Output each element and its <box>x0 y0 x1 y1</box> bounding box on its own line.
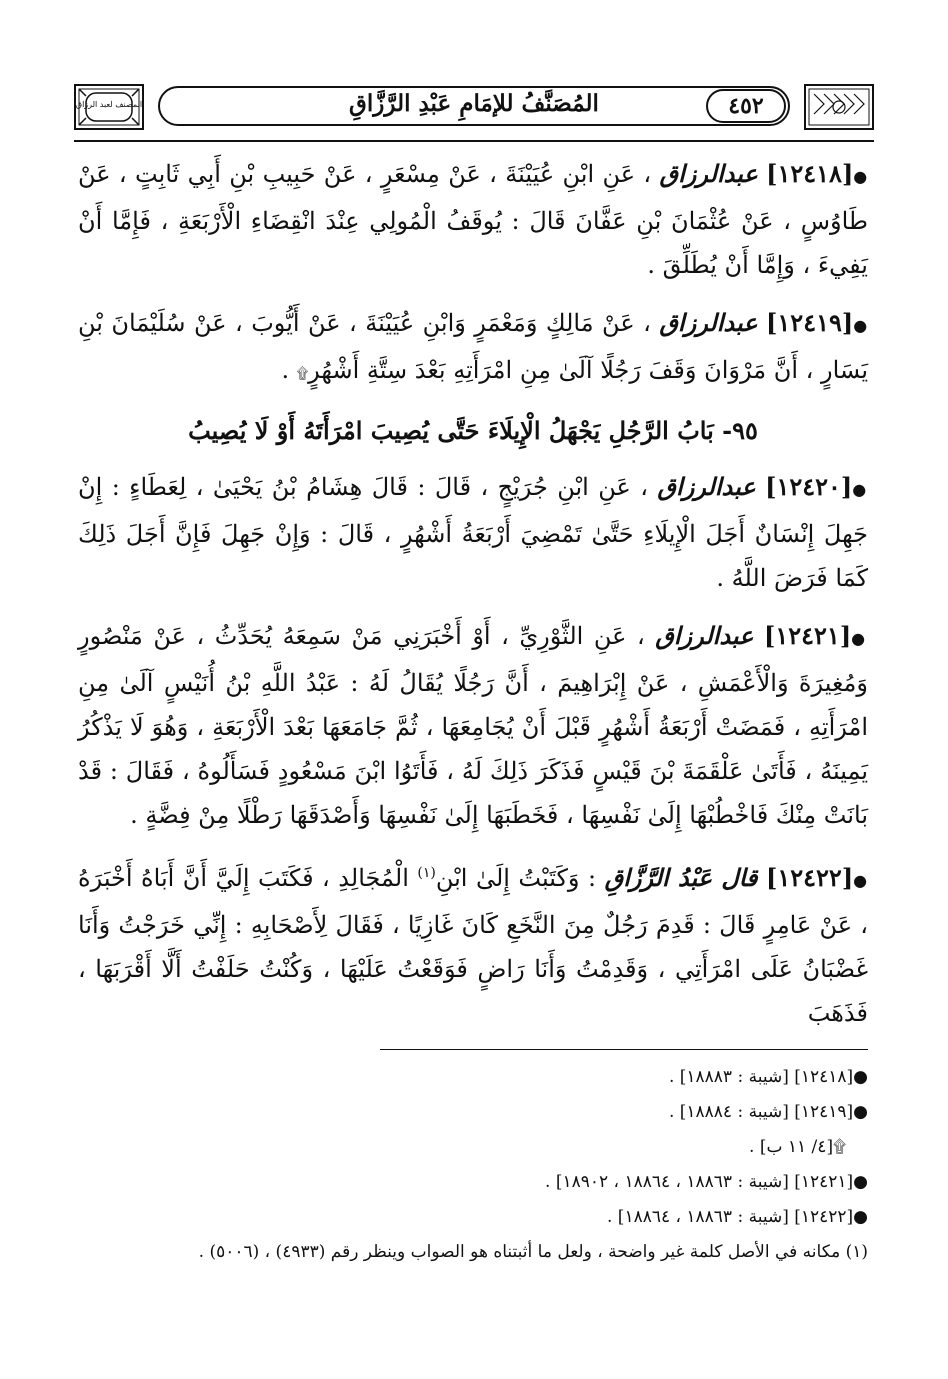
footnote-line: ●[١٢٤٢١] [شيبة : ١٨٨٦٣ ، ١٨٨٦٤ ، ١٨٩٠٢] . <box>545 1172 868 1192</box>
hadith-12420 <box>78 465 868 600</box>
main-text <box>78 152 868 1049</box>
bullet-icon: ● <box>853 871 868 890</box>
hadith-12418 <box>78 152 868 287</box>
hadith-number: [١٢٤٢٠] <box>765 472 853 501</box>
hadith-12419 <box>78 301 868 395</box>
narrator: عبدالرزاق <box>659 159 758 188</box>
ornament-left-icon <box>74 84 144 130</box>
footnote-rule <box>380 1049 868 1050</box>
footnote-line: ●[١٢٤٢٢] [شيبة : ١٨٨٦٣ ، ١٨٨٦٤] . <box>606 1207 868 1227</box>
bullet-icon: ● <box>852 480 868 499</box>
book-title: المُصَنَّفُ للإمَامِ عَبْدِ الرَّزَّاقِ <box>349 90 599 117</box>
hadith-number: [١٢٤٢١] <box>764 621 852 650</box>
hadith-12421 <box>78 614 868 837</box>
hadith-text: ، عَنِ الثَّوْرِيِّ ، أَوْ أَخْبَرَنِي مَنْ سَمِعَهُ يُحَدِّثُ ، عَنْ مَنْصُورٍ وَمُغِيرَةَ وَالْأَعْمَشِ ، عَنْ إِبْرَاهِيمَ ، أَنَّ رَجُلًا يُقَالُ لَهُ : عَبْدُ اللَّهِ بْنُ أُنَيْسٍ آلَىٰ مِنِ امْرَأَتِهِ ، فَمَضَتْ أَرْبَعَةُ أَشْهُرٍ قَبْلَ أَنْ يُجَامِعَهَا ، ثُمَّ جَامَعَهَا بَعْدَ الْأَرْبَعَةِ ، وَهُوَ لَا يَذْكُرُ يَمِينَهُ ، فَأَتَىٰ عَلْقَمَةَ بْنَ قَيْسٍ فَذَكَرَ ذَلِكَ لَهُ ، فَأَتَوُا ابْنَ مَسْعُودٍ فَسَأَلُوهُ ، فَقَالَ : قَدْ بَانَتْ مِنْكَ فَاخْطُبْهَا إِلَىٰ نَفْسِهَا ، فَخَطَبَهَا إِلَىٰ نَفْسِهَا وَأَصْدَقَهَا رَطْلًا مِنْ فِضَّةٍ . <box>78 622 869 829</box>
manuscript-mark-icon: ۩ <box>296 364 309 382</box>
page-number: ٤٥٢ <box>706 89 786 123</box>
header-rule <box>74 140 874 142</box>
hadith-number: [١٢٤١٨] <box>766 159 854 188</box>
hadith-text: ، عَنِ ابْنِ جُرَيْجٍ ، قَالَ : قَالَ هِشَامُ بْنُ يَحْيَىٰ ، لِعَطَاءٍ : إِنْ جَهِلَ إِنْسَانٌ أَجَلَ الْإِيلَاءِ حَتَّىٰ تَمْضِيَ أَرْبَعَةُ أَشْهُرٍ ، قَالَ : وَإِنْ جَهِلَ فَإِنَّ أَجَلَ ذَلِكَ كَمَا فَرَضَ اللَّهُ . <box>78 473 868 592</box>
running-header <box>74 80 874 134</box>
hadith-text: ، عَنْ مَالِكٍ وَمَعْمَرٍ وَابْنِ عُيَيْنَةَ ، عَنْ أَيُّوبَ ، عَنْ سُلَيْمَانَ بْنِ يَسَارٍ ، أَنَّ مَرْوَانَ وَقَفَ رَجُلًا آلَىٰ مِنِ امْرَأَتِهِ بَعْدَ سِتَّةِ أَشْهُرٍ <box>78 309 868 384</box>
footnotes <box>78 1060 868 1270</box>
logo-text-line: المصنف لعبد الرزاق <box>75 100 143 109</box>
narrator: عبدالرزاق <box>657 472 756 501</box>
hadith-text: : وَكَتَبْتُ إِلَىٰ ابْنِ <box>435 864 597 892</box>
bullet-icon: ● <box>853 167 868 186</box>
bullet-icon: ● <box>853 316 869 335</box>
hadith-text-end: . <box>281 356 297 384</box>
narrator: عبدالرزاق <box>655 621 754 650</box>
footnote-line: ●[١٢٤١٩] [شيبة : ١٨٨٨٤] . <box>668 1102 868 1122</box>
footnote-note: (١) مكانه في الأصل كلمة غير واضحة ، ولعل ما أثبتناه هو الصواب وينظر رقم (٤٩٣٣) ، (٥٠٠٦) . <box>198 1242 868 1262</box>
narrator: قال عَبْدُ الرَّزَّاقِ <box>604 863 758 892</box>
narrator: عبدالرزاق <box>659 308 758 337</box>
bullet-icon: ● <box>851 629 869 648</box>
footnote-line: ۩[٤/ ١١ ب] . <box>749 1137 846 1157</box>
ornament-right-icon <box>804 84 874 130</box>
hadith-number: [١٢٤١٩] <box>766 308 854 337</box>
hadith-text-cont: الْمُجَالِدِ ، فَكَتَبَ إِلَيَّ أَنَّ أَبَاهُ أَخْبَرَهُ ، عَنْ عَامِرٍ قَالَ : قَدِمَ رَجُلٌ مِنَ النَّخَعِ كَانَ غَازِيًا ، فَقَالَ لِأَصْحَابِهِ : إِنِّي خَرَجْتُ وَأَنَا غَضْبَانُ عَلَى امْرَأَتِي ، وَقَدِمْتُ وَأَنَا رَاضٍ فَوَقَعْتُ عَلَيْهَا ، وَكُنْتُ حَلَفْتُ أَلَّا أَقْرَبَهَا ، فَذَهَبَ <box>78 864 868 1027</box>
hadith-text: ، عَنِ ابْنِ عُيَيْنَةَ ، عَنْ مِسْعَرٍ ، عَنْ حَبِيبِ بْنِ أَبِي ثَابِتٍ ، عَنْ طَاوُسٍ ، عَنْ عُثْمَانَ بْنِ عَفَّانَ قَالَ : يُوقَفُ الْمُولِي عِنْدَ انْقِضَاءِ الْأَرْبَعَةِ ، فَإِمَّا أَنْ يَفِيءَ ، وَإِمَّا أَنْ يُطَلِّقَ . <box>78 160 868 279</box>
section-heading: ٩٥- بَابُ الرَّجُلِ يَجْهَلُ الْإِيلَاءَ حَتَّى يُصِيبَ امْرَأَتَهُ أَوْ لَا يُصِيبُ <box>188 416 758 445</box>
footnote-line: ●[١٢٤١٨] [شيبة : ١٨٨٨٣] . <box>668 1067 868 1087</box>
hadith-12422 <box>78 851 868 1035</box>
hadith-number: [١٢٤٢٢] <box>766 863 854 892</box>
footnote-ref: (١) <box>417 865 436 881</box>
